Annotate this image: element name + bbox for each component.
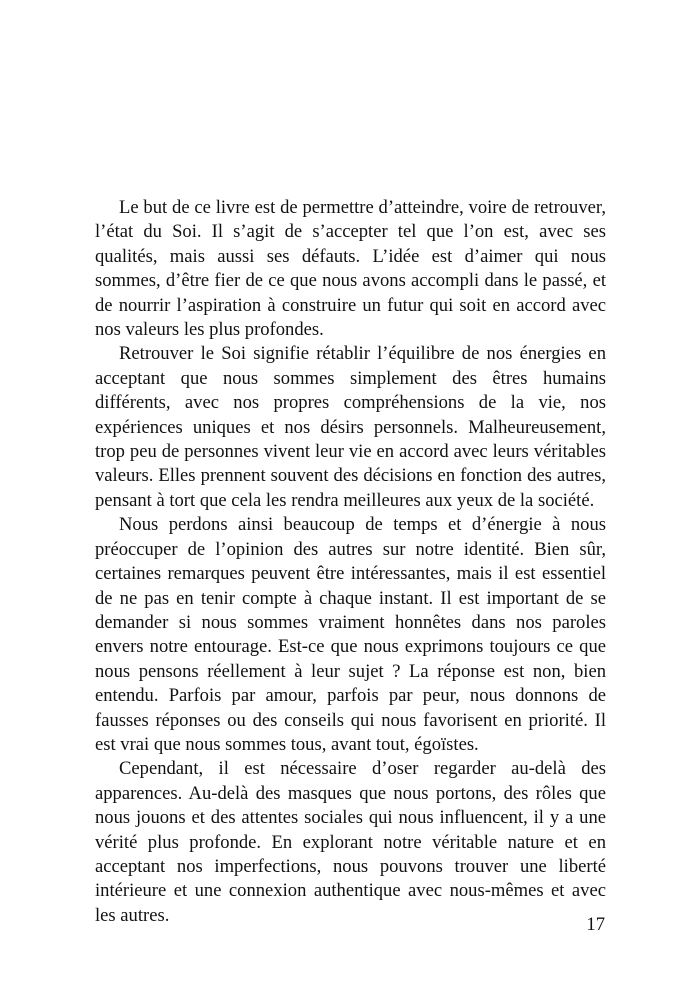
- paragraph-1: Le but de ce livre est de permettre d’atteindre, voire de retrouver, l’état du Soi. Il s’agit de s’accepter tel que l’on est, avec ses qualités, mais aussi ses défauts. L’idée est d’aimer qui nous sommes, d’être fier de ce que nous avons accompli dans le passé, et de nourrir l’aspiration à construire un futur qui soit en accord avec nos valeurs les plus profondes.: [95, 197, 606, 341]
- paragraph-4: Cependant, il est nécessaire d’oser regarder au-delà des apparences. Au-delà des masques que nous portons, des rôles que nous jouons et des attentes sociales qui nous influencent, il y a une vérité plus profonde. En explorant notre véritable nature et en acceptant nos imperfections, nous pouvons trouver une liberté intérieure et une connexion authentique avec nous-mêmes et avec les autres.: [95, 758, 606, 926]
- page-number: 17: [586, 914, 605, 935]
- body-text: [95, 196, 606, 928]
- paragraph-2: Retrouver le Soi signifie rétablir l’équilibre de nos énergies en acceptant que nous sommes simplement des êtres humains différents, avec nos propres compréhensions de la vie, nos expériences uniques et nos désirs personnels. Malheureusement, trop peu de personnes vivent leur vie en accord avec leurs véritables valeurs. Elles prennent souvent des décisions en fonction des autres, pensant à tort que cela les rendra meilleures aux yeux de la société.: [95, 343, 606, 511]
- paragraph-3: Nous perdons ainsi beaucoup de temps et d’énergie à nous préoccuper de l’opinion des autres sur notre identité. Bien sûr, certaines remarques peuvent être intéressantes, mais il est essentiel de ne pas en tenir compte à chaque instant. Il est important de se demander si nous sommes vraiment honnêtes dans nos paroles envers notre entourage. Est-ce que nous exprimons toujours ce que nous pensons réellement à leur sujet ? La réponse est non, bien entendu. Parfois par amour, parfois par peur, nous donnons de fausses réponses ou des conseils qui nous favorisent en priorité. Il est vrai que nous sommes tous, avant tout, égoïstes.: [95, 514, 606, 755]
